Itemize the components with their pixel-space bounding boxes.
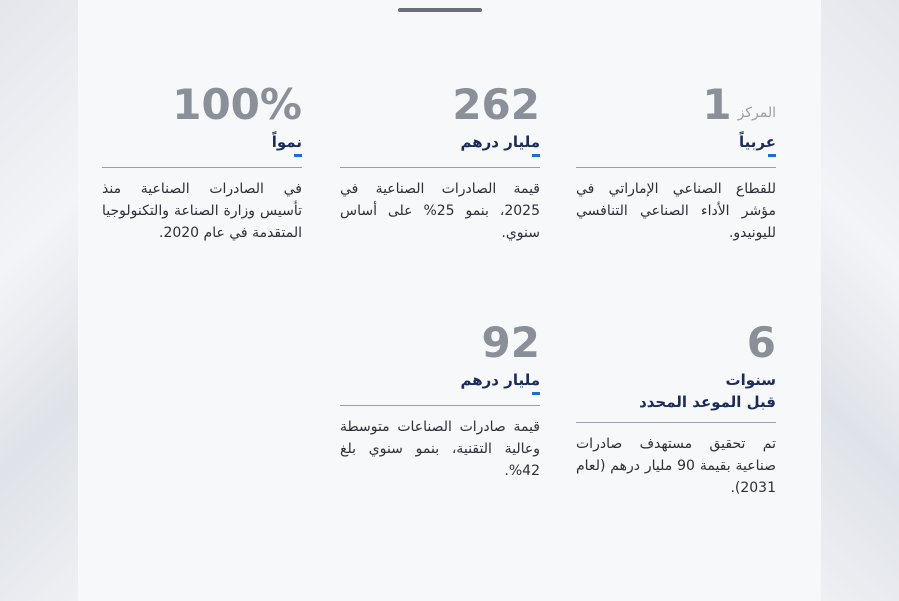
stat-number-row [576,80,776,129]
stat-label: سنوات [725,371,776,389]
stat-label-secondary: قبل الموعد المحدد [639,393,776,411]
stat-label: عربياً [739,133,776,151]
stat-card-hightech-exports [340,318,540,482]
stat-description: للقطاع الصناعي الإماراتي في مؤشر الأداء الصناعي التنافسي لليونيدو. [576,181,776,241]
stat-card-growth [102,80,302,244]
stat-description: قيمة صادرات الصناعات متوسطة وعالية التقنية، بنمو سنوي بلغ 42%. [340,419,540,479]
stat-divider [340,167,540,168]
stat-number-row [576,318,776,367]
stat-label: نمواً [271,133,302,151]
stat-card-years-ahead [576,318,776,499]
stat-value: 262 [452,80,540,129]
stat-description: قيمة الصادرات الصناعية في 2025، بنمو 25% على أساس سنوي. [340,181,540,241]
background-left [0,0,78,601]
stat-divider [576,422,776,423]
stat-prefix: المركز [737,105,776,121]
stat-number-row [340,318,540,367]
accent-mark [768,154,776,157]
stat-number-row [340,80,540,129]
stat-number-row [102,80,302,129]
stat-card-rank [576,80,776,244]
stat-value: 6 [746,318,776,367]
stat-description: في الصادرات الصناعية منذ تأسيس وزارة الصناعة والتكنولوجيا المتقدمة في عام 2020. [102,181,302,241]
stat-value: 1 [702,80,732,129]
stat-divider [340,405,540,406]
background-right [821,0,899,601]
stat-label: مليار درهم [460,371,540,389]
top-divider [398,8,482,12]
stat-divider [576,167,776,168]
accent-mark [532,392,540,395]
stat-description: تم تحقيق مستهدف صادرات صناعية بقيمة 90 مليار درهم (لعام 2031). [576,436,776,496]
accent-mark [294,154,302,157]
stat-label: مليار درهم [460,133,540,151]
stat-value: 100% [172,80,302,129]
stat-divider [102,167,302,168]
accent-mark [532,154,540,157]
stat-card-exports-value [340,80,540,244]
stat-value: 92 [481,318,540,367]
